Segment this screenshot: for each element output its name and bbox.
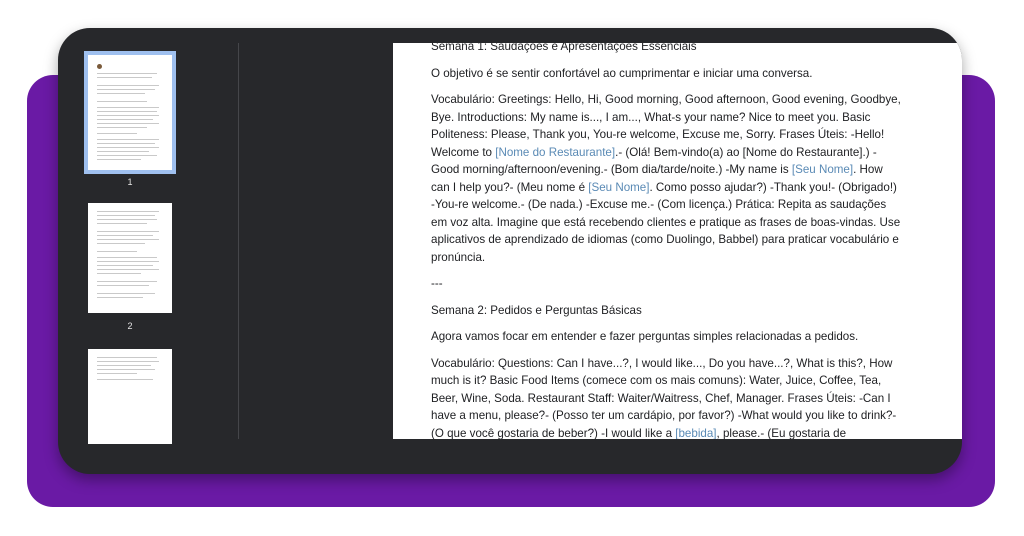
page-thumbnail-sidebar[interactable] xyxy=(58,28,239,474)
text-run: . Como posso ajudar?) -Thank you!- (Obrigado!) -You-re welcome.- (De nada.) -Excuse me.- (Com licença.) Prática: Repita as saudações em voz alta. Imagine que está recebendo clientes e pratique as frases de boas-vindas. Use aplicativos de aprendizado de idiomas (como Duolingo, Babbel) para praticar vocabulário e pronúncia. xyxy=(431,180,901,264)
document-viewer-window xyxy=(58,28,962,474)
week1-goal: O objetivo é se sentir confortável ao cumprimentar e iniciar uma conversa. xyxy=(431,66,813,80)
text-run: , please.- (Eu gostaria de xyxy=(716,426,847,439)
week1-vocabulary xyxy=(431,91,901,266)
page-number: 2 xyxy=(127,321,133,331)
placeholder-link[interactable]: [bebida] xyxy=(675,426,717,439)
text-run: Vocabulário: Greetings: Hello, Hi, Good morning, Good afternoon, Good evening, Goodbye, Bye. Introductions: My name is..., I am..., What-s your name? Nice to meet you. Basic Politeness: Please, Thank you, You-re welcome, Excuse me, Sorry. Frases Úteis: -Hello! Welcome to xyxy=(431,93,901,159)
page-thumbnail-1[interactable] xyxy=(88,55,172,187)
page-number: 1 xyxy=(127,177,133,187)
placeholder-link[interactable]: [Seu Nome] xyxy=(588,180,650,194)
placeholder-link[interactable]: [Seu Nome] xyxy=(791,163,854,176)
page-thumbnail-preview[interactable] xyxy=(88,203,172,313)
logo-icon xyxy=(97,64,102,69)
page-thumbnail-2[interactable] xyxy=(88,203,172,331)
page-thumbnail-preview[interactable] xyxy=(88,349,172,444)
document-content xyxy=(431,43,901,439)
week2-goal: Agora vamos focar em entender e fazer perguntas simples relacionadas a pedidos. xyxy=(431,330,859,343)
text-run: . How can I help you?- (Meu nome é xyxy=(431,163,883,194)
page-thumbnail-preview[interactable] xyxy=(88,55,172,170)
week2-heading: Semana 2: Pedidos e Perguntas Básicas xyxy=(431,303,642,317)
sidebar-divider xyxy=(238,43,239,439)
text-run: .- (Olá! Bem-vindo(a) ao [Nome do Restaurante].) -Good morning/afternoon/evening.- (Bom dia/tarde/noite.) -My name is xyxy=(431,145,877,176)
week1-heading: Semana 1: Saudações e Apresentações Essenciais xyxy=(431,43,697,53)
page-thumbnail-3[interactable] xyxy=(88,349,172,444)
text-run: Vocabulário: Questions: Can I have...?, I would like..., Do you have...?, What is this?, How much is it? Basic Food Items (comece com os mais comuns): Water, Juice, Coffee, Tea, Beer, Wine, Soda. Restaurant Staff: Waiter/Waitress, Chef, Manager. Frases Úteis: -Can I have a menu, please?- (Posso ter um cardápio, por favor?) -What would you like to drink?- (O que você gostaria de beber?) -I would like a xyxy=(431,356,897,439)
document-page[interactable] xyxy=(393,43,962,439)
section-separator: --- xyxy=(431,277,443,290)
week2-vocabulary xyxy=(431,355,901,440)
placeholder-link[interactable]: [Nome do Restaurante] xyxy=(495,145,616,159)
